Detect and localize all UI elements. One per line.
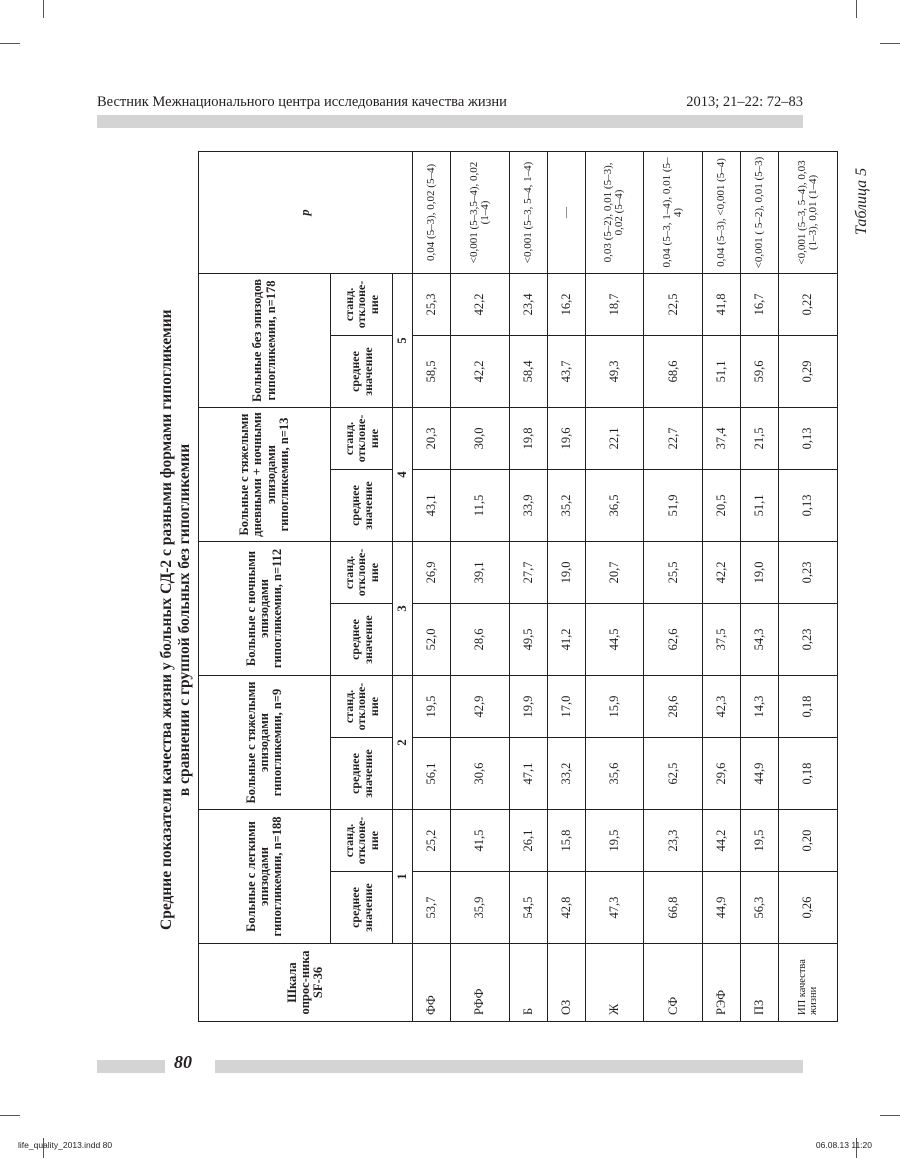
value-cell: 49,5 [509, 603, 547, 675]
value-cell: 17,0 [547, 675, 585, 737]
value-cell: 43,1 [413, 469, 451, 541]
table-row [547, 151, 585, 1021]
footer-band-left [97, 1060, 165, 1073]
value-cell: 30,6 [450, 738, 509, 810]
crop-mark [880, 43, 900, 44]
value-cell: 47,1 [509, 738, 547, 810]
value-cell: 20,7 [585, 541, 644, 603]
group-number: 1 [393, 810, 413, 944]
scale-cell: ИП качества жизни [779, 944, 838, 1022]
value-cell: 25,5 [644, 541, 703, 603]
group-number: 5 [393, 273, 413, 407]
value-cell: 23,4 [509, 273, 547, 335]
group-header: Больные с легкими эпизодами гипогликемии, n=188 [199, 810, 331, 944]
value-cell: 18,7 [585, 273, 644, 335]
value-cell: 68,6 [644, 335, 703, 407]
value-cell: 20,3 [413, 407, 451, 469]
value-cell: 11,5 [450, 469, 509, 541]
value-cell: 52,0 [413, 603, 451, 675]
p-value-cell: 0,04 (5–3), 0,02 (5–4) [413, 151, 451, 273]
value-cell: 33,9 [509, 469, 547, 541]
value-cell: 51,9 [644, 469, 703, 541]
table-row [450, 151, 509, 1021]
value-cell: 0,22 [779, 273, 838, 335]
group-number: 3 [393, 541, 413, 675]
crop-mark [0, 43, 20, 44]
table-row [741, 151, 779, 1021]
value-cell: 42,2 [703, 541, 741, 603]
p-value-cell: 0,04 (5–3), <0,001 (5–4) [703, 151, 741, 273]
value-cell: 27,7 [509, 541, 547, 603]
value-cell: 51,1 [741, 469, 779, 541]
scale-cell: РЭФ [703, 944, 741, 1022]
value-cell: 42,9 [450, 675, 509, 737]
file-slug: life_quality_2013.indd 80 [18, 1140, 113, 1150]
value-cell: 16,7 [741, 273, 779, 335]
p-value-cell: 0,04 (5–3, 1–4), 0,01 (5–4) [644, 151, 703, 273]
scale-cell: СФ [644, 944, 703, 1022]
value-cell: 15,8 [547, 810, 585, 872]
table-row [779, 151, 838, 1021]
mean-subheader: среднее значение [331, 738, 393, 810]
value-cell: 0,20 [779, 810, 838, 872]
value-cell: 56,1 [413, 738, 451, 810]
value-cell: 23,3 [644, 810, 703, 872]
p-value-cell: <0,001 (5–3, 5–4, 1–4) [509, 151, 547, 273]
value-cell: 0,13 [779, 407, 838, 469]
page-number: 80 [174, 1052, 192, 1072]
value-cell: 49,3 [585, 335, 644, 407]
value-cell: 19,8 [509, 407, 547, 469]
value-cell: 58,5 [413, 335, 451, 407]
value-cell: 37,5 [703, 603, 741, 675]
group-header: Больные с ночными эпизодами гипогликемии, n=112 [199, 541, 331, 675]
mean-subheader: среднее значение [331, 469, 393, 541]
value-cell: 0,13 [779, 469, 838, 541]
footer-band-right [215, 1060, 803, 1073]
value-cell: 22,7 [644, 407, 703, 469]
mean-subheader: среднее значение [331, 872, 393, 944]
value-cell: 19,5 [413, 675, 451, 737]
value-cell: 36,5 [585, 469, 644, 541]
value-cell: 51,1 [703, 335, 741, 407]
scale-cell: ОЗ [547, 944, 585, 1022]
value-cell: 33,2 [547, 738, 585, 810]
sd-subheader: станд. отклоне-ние [331, 675, 393, 737]
table-row [703, 151, 741, 1021]
value-cell: 56,3 [741, 872, 779, 944]
mean-subheader: среднее значение [331, 335, 393, 407]
value-cell: 28,6 [450, 603, 509, 675]
p-value-cell: <0,001 (5–3, 5–4), 0,03 (1–3), 0,01 (1–4) [779, 151, 838, 273]
value-cell: 42,3 [703, 675, 741, 737]
p-value-cell: <0,001 (5–3,5–4), 0,02 (1–4) [450, 151, 509, 273]
p-value-cell: — [547, 151, 585, 273]
scale-cell: ПЗ [741, 944, 779, 1022]
value-cell: 44,5 [585, 603, 644, 675]
value-cell: 29,6 [703, 738, 741, 810]
value-cell: 41,2 [547, 603, 585, 675]
group-number: 4 [393, 407, 413, 541]
value-cell: 19,9 [509, 675, 547, 737]
value-cell: 39,1 [450, 541, 509, 603]
group-number: 2 [393, 675, 413, 809]
date-slug: 06.08.13 11:20 [815, 1140, 872, 1150]
issue-reference: 2013; 21–22: 72–83 [686, 94, 803, 110]
value-cell: 19,5 [585, 810, 644, 872]
sd-subheader: станд. отклоне-ние [331, 541, 393, 603]
value-cell: 53,7 [413, 872, 451, 944]
table-row [585, 151, 644, 1021]
crop-mark [0, 1115, 20, 1116]
sd-subheader: станд. отклоне-ние [331, 273, 393, 335]
quality-of-life-table [198, 151, 838, 1022]
value-cell: 44,9 [741, 738, 779, 810]
value-cell: 42,2 [450, 273, 509, 335]
p-value-header: p [199, 151, 413, 273]
value-cell: 16,2 [547, 273, 585, 335]
table-caption-line1: Средние показатели качества жизни у больных СД-2 с разными формами гипогликемии [158, 309, 175, 930]
scale-cell: Ж [585, 944, 644, 1022]
value-cell: 44,2 [703, 810, 741, 872]
value-cell: 0,18 [779, 675, 838, 737]
sd-subheader: станд. отклоне-ние [331, 810, 393, 872]
value-cell: 22,1 [585, 407, 644, 469]
value-cell: 26,1 [509, 810, 547, 872]
value-cell: 41,5 [450, 810, 509, 872]
value-cell: 21,5 [741, 407, 779, 469]
value-cell: 0,29 [779, 335, 838, 407]
sd-subheader: станд. отклоне-ние [331, 407, 393, 469]
value-cell: 62,6 [644, 603, 703, 675]
value-cell: 37,4 [703, 407, 741, 469]
value-cell: 41,8 [703, 273, 741, 335]
value-cell: 22,5 [644, 273, 703, 335]
group-header: Больные с тяжелыми дневными + ночными эпизодами гипогликемии, n=13 [199, 407, 331, 541]
value-cell: 19,5 [741, 810, 779, 872]
value-cell: 44,9 [703, 872, 741, 944]
value-cell: 15,9 [585, 675, 644, 737]
crop-mark [856, 0, 857, 18]
value-cell: 20,5 [703, 469, 741, 541]
value-cell: 0,23 [779, 541, 838, 603]
scale-cell: ФФ [413, 944, 451, 1022]
table-label: Таблица 5 [853, 167, 870, 235]
value-cell: 59,6 [741, 335, 779, 407]
value-cell: 35,6 [585, 738, 644, 810]
scale-header: Шкала опрос-ника SF-36 [199, 944, 413, 1022]
scale-cell: Б [509, 944, 547, 1022]
value-cell: 19,0 [741, 541, 779, 603]
value-cell: 25,2 [413, 810, 451, 872]
crop-mark [43, 0, 44, 18]
crop-mark [880, 1115, 900, 1116]
table-row [644, 151, 703, 1021]
table-row [509, 151, 547, 1021]
journal-title: Вестник Межнационального центра исследования качества жизни [97, 94, 507, 110]
value-cell: 42,2 [450, 335, 509, 407]
value-cell: 58,4 [509, 335, 547, 407]
value-cell: 47,3 [585, 872, 644, 944]
group-header: Больные с тяжелыми эпизодами гипогликемии, n=9 [199, 675, 331, 809]
value-cell: 54,3 [741, 603, 779, 675]
value-cell: 62,5 [644, 738, 703, 810]
value-cell: 19,0 [547, 541, 585, 603]
rotated-table-container [198, 152, 838, 1022]
value-cell: 35,9 [450, 872, 509, 944]
value-cell: 0,18 [779, 738, 838, 810]
value-cell: 14,3 [741, 675, 779, 737]
value-cell: 28,6 [644, 675, 703, 737]
value-cell: 25,3 [413, 273, 451, 335]
group-header: Больные без эпизодов гипогликемии, n=178 [199, 273, 331, 407]
value-cell: 35,2 [547, 469, 585, 541]
scale-cell: РФФ [450, 944, 509, 1022]
table-caption-line2: в сравнении с группой больных без гипогликемии [176, 443, 193, 797]
value-cell: 0,23 [779, 603, 838, 675]
value-cell: 54,5 [509, 872, 547, 944]
value-cell: 43,7 [547, 335, 585, 407]
value-cell: 66,8 [644, 872, 703, 944]
table-row [413, 151, 451, 1021]
value-cell: 19,6 [547, 407, 585, 469]
mean-subheader: среднее значение [331, 603, 393, 675]
p-value-cell: <0,001 ( 5–2), 0,01 (5–3) [741, 151, 779, 273]
value-cell: 42,8 [547, 872, 585, 944]
p-value-cell: 0,03 (5–2), 0,01 (5–3), 0,02 (5–4) [585, 151, 644, 273]
value-cell: 0,26 [779, 872, 838, 944]
value-cell: 26,9 [413, 541, 451, 603]
header-band [97, 115, 803, 128]
value-cell: 30,0 [450, 407, 509, 469]
